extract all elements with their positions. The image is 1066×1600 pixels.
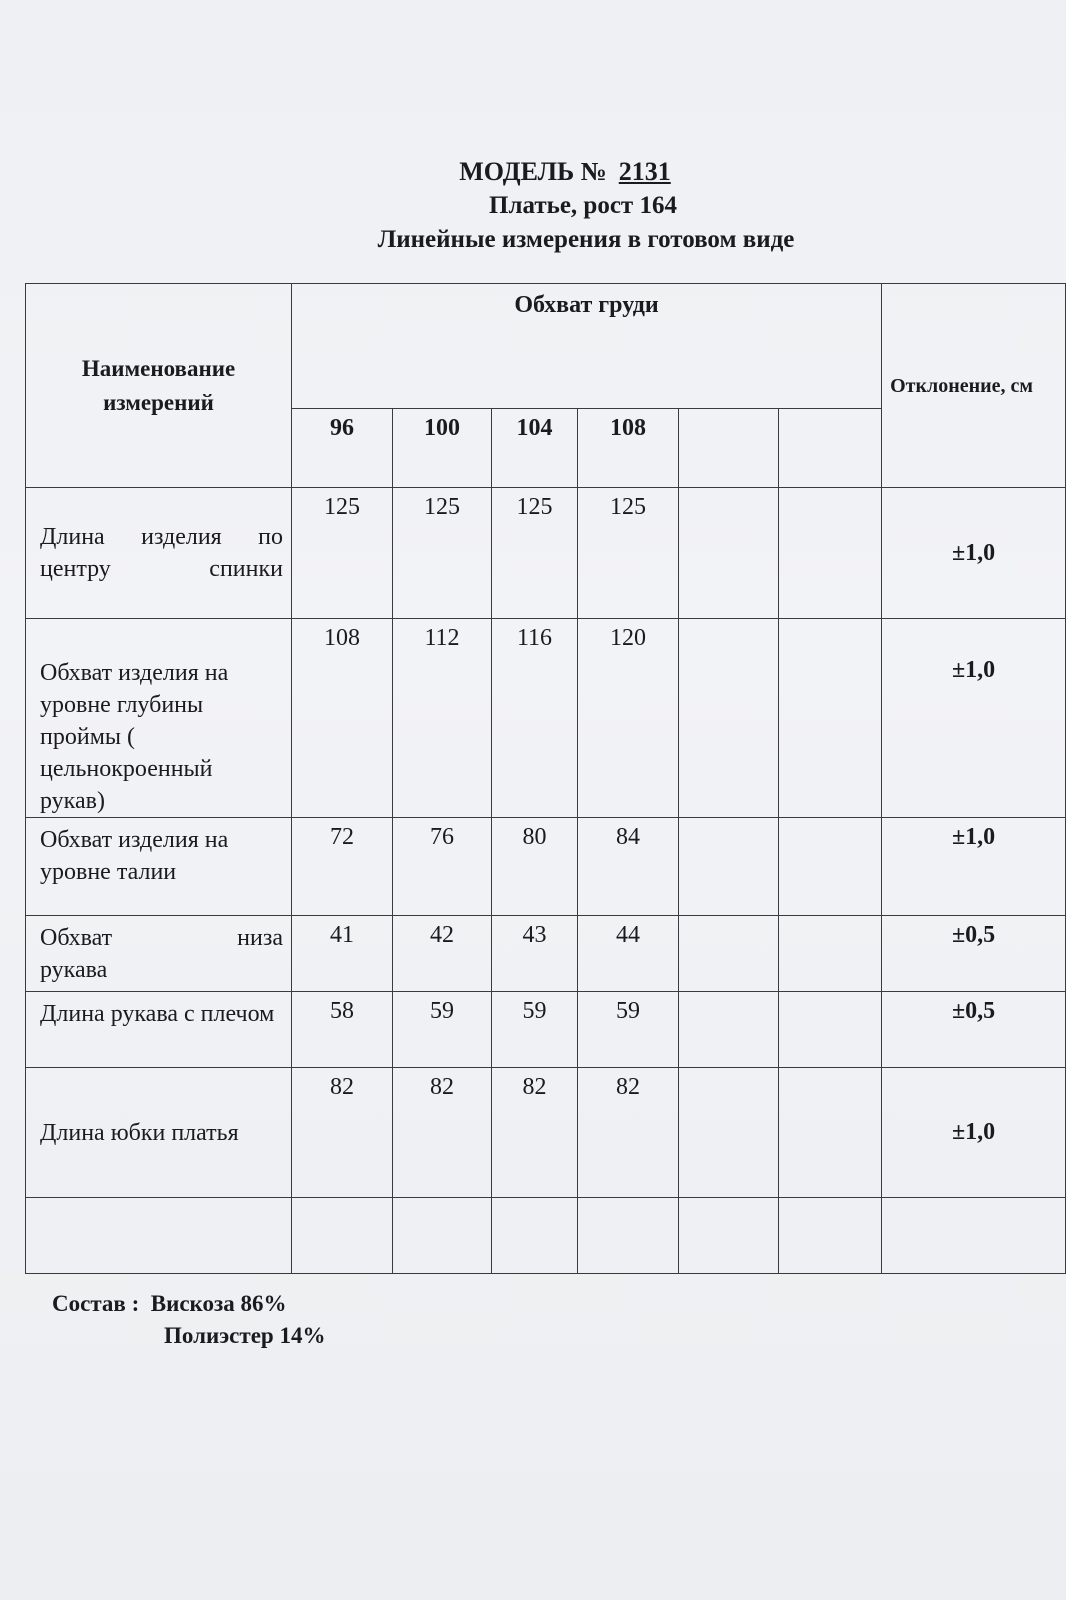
value-cell bbox=[779, 818, 882, 916]
value-cell: 59 bbox=[492, 992, 578, 1068]
deviation-header: Отклонение, см bbox=[882, 284, 1066, 488]
col-name-header: Наименование измерений bbox=[26, 284, 292, 488]
row-label: Обхват изделия на уровне талии bbox=[26, 818, 292, 916]
value-cell: 125 bbox=[492, 488, 578, 619]
header-row bbox=[26, 284, 1066, 409]
table-row bbox=[26, 916, 1066, 992]
composition bbox=[52, 1288, 325, 1352]
title-block bbox=[0, 155, 1066, 257]
value-cell: 116 bbox=[492, 619, 578, 818]
value-cell: 120 bbox=[578, 619, 679, 818]
value-cell: 125 bbox=[578, 488, 679, 619]
value-cell: 84 bbox=[578, 818, 679, 916]
size-cell: 104 bbox=[492, 409, 578, 488]
row-label-part: рукава bbox=[40, 957, 108, 983]
empty-cell bbox=[26, 1198, 292, 1274]
caption: Линейные измерения в готовом виде bbox=[377, 226, 795, 253]
row-label-part: Обхват bbox=[40, 925, 113, 951]
chest-header: Обхват груди bbox=[292, 284, 882, 409]
row-label: Длина изделия по центру спинки bbox=[26, 488, 292, 619]
empty-cell bbox=[882, 1198, 1066, 1274]
value-cell: 125 bbox=[292, 488, 393, 619]
empty-row bbox=[26, 1198, 1066, 1274]
model-number: 2131 bbox=[618, 157, 671, 186]
deviation-cell: ±1,0 bbox=[882, 1068, 1066, 1198]
composition-line1: Вискоза 86% bbox=[150, 1291, 287, 1316]
table-row bbox=[26, 818, 1066, 916]
size-cell: 100 bbox=[393, 409, 492, 488]
value-cell bbox=[779, 488, 882, 619]
value-cell bbox=[779, 916, 882, 992]
row-label: Длина юбки платья bbox=[26, 1068, 292, 1198]
model-title bbox=[0, 155, 1066, 189]
subtitle: Платье, рост 164 bbox=[489, 192, 677, 219]
value-cell: 82 bbox=[393, 1068, 492, 1198]
row-label: Длина рукава с плечом bbox=[26, 992, 292, 1068]
size-cell: 108 bbox=[578, 409, 679, 488]
row-label bbox=[26, 916, 292, 992]
deviation-cell: ±1,0 bbox=[882, 818, 1066, 916]
value-cell bbox=[679, 488, 779, 619]
value-cell bbox=[679, 619, 779, 818]
value-cell bbox=[779, 619, 882, 818]
empty-cell bbox=[679, 1198, 779, 1274]
value-cell: 82 bbox=[292, 1068, 393, 1198]
composition-line2: Полиэстер 14% bbox=[164, 1323, 326, 1348]
value-cell: 112 bbox=[393, 619, 492, 818]
empty-cell bbox=[779, 1198, 882, 1274]
value-cell: 58 bbox=[292, 992, 393, 1068]
size-cell: 96 bbox=[292, 409, 393, 488]
deviation-cell: ±1,0 bbox=[882, 619, 1066, 818]
value-cell: 76 bbox=[393, 818, 492, 916]
value-cell: 72 bbox=[292, 818, 393, 916]
deviation-cell: ±0,5 bbox=[882, 916, 1066, 992]
value-cell: 82 bbox=[492, 1068, 578, 1198]
value-cell bbox=[679, 818, 779, 916]
value-cell: 43 bbox=[492, 916, 578, 992]
row-label-part: низа bbox=[237, 925, 283, 951]
value-cell: 59 bbox=[578, 992, 679, 1068]
deviation-cell: ±1,0 bbox=[882, 488, 1066, 619]
value-cell bbox=[679, 916, 779, 992]
empty-cell bbox=[492, 1198, 578, 1274]
value-cell: 125 bbox=[393, 488, 492, 619]
value-cell bbox=[779, 992, 882, 1068]
table-row bbox=[26, 488, 1066, 619]
value-cell: 41 bbox=[292, 916, 393, 992]
value-cell bbox=[679, 1068, 779, 1198]
measurements-table bbox=[25, 283, 1066, 1274]
value-cell: 42 bbox=[393, 916, 492, 992]
table-row bbox=[26, 619, 1066, 818]
row-label: Обхват изделия на уровне глубины проймы ( цельнокроенный рукав) bbox=[26, 619, 292, 818]
model-prefix: МОДЕЛЬ № bbox=[459, 157, 607, 186]
value-cell: 44 bbox=[578, 916, 679, 992]
size-cell bbox=[679, 409, 779, 488]
empty-cell bbox=[292, 1198, 393, 1274]
size-cell bbox=[779, 409, 882, 488]
value-cell: 108 bbox=[292, 619, 393, 818]
value-cell bbox=[779, 1068, 882, 1198]
value-cell: 59 bbox=[393, 992, 492, 1068]
value-cell: 80 bbox=[492, 818, 578, 916]
deviation-cell: ±0,5 bbox=[882, 992, 1066, 1068]
value-cell: 82 bbox=[578, 1068, 679, 1198]
empty-cell bbox=[578, 1198, 679, 1274]
empty-cell bbox=[393, 1198, 492, 1274]
value-cell bbox=[679, 992, 779, 1068]
table-row bbox=[26, 1068, 1066, 1198]
composition-label: Состав : bbox=[52, 1291, 140, 1316]
table-row bbox=[26, 992, 1066, 1068]
